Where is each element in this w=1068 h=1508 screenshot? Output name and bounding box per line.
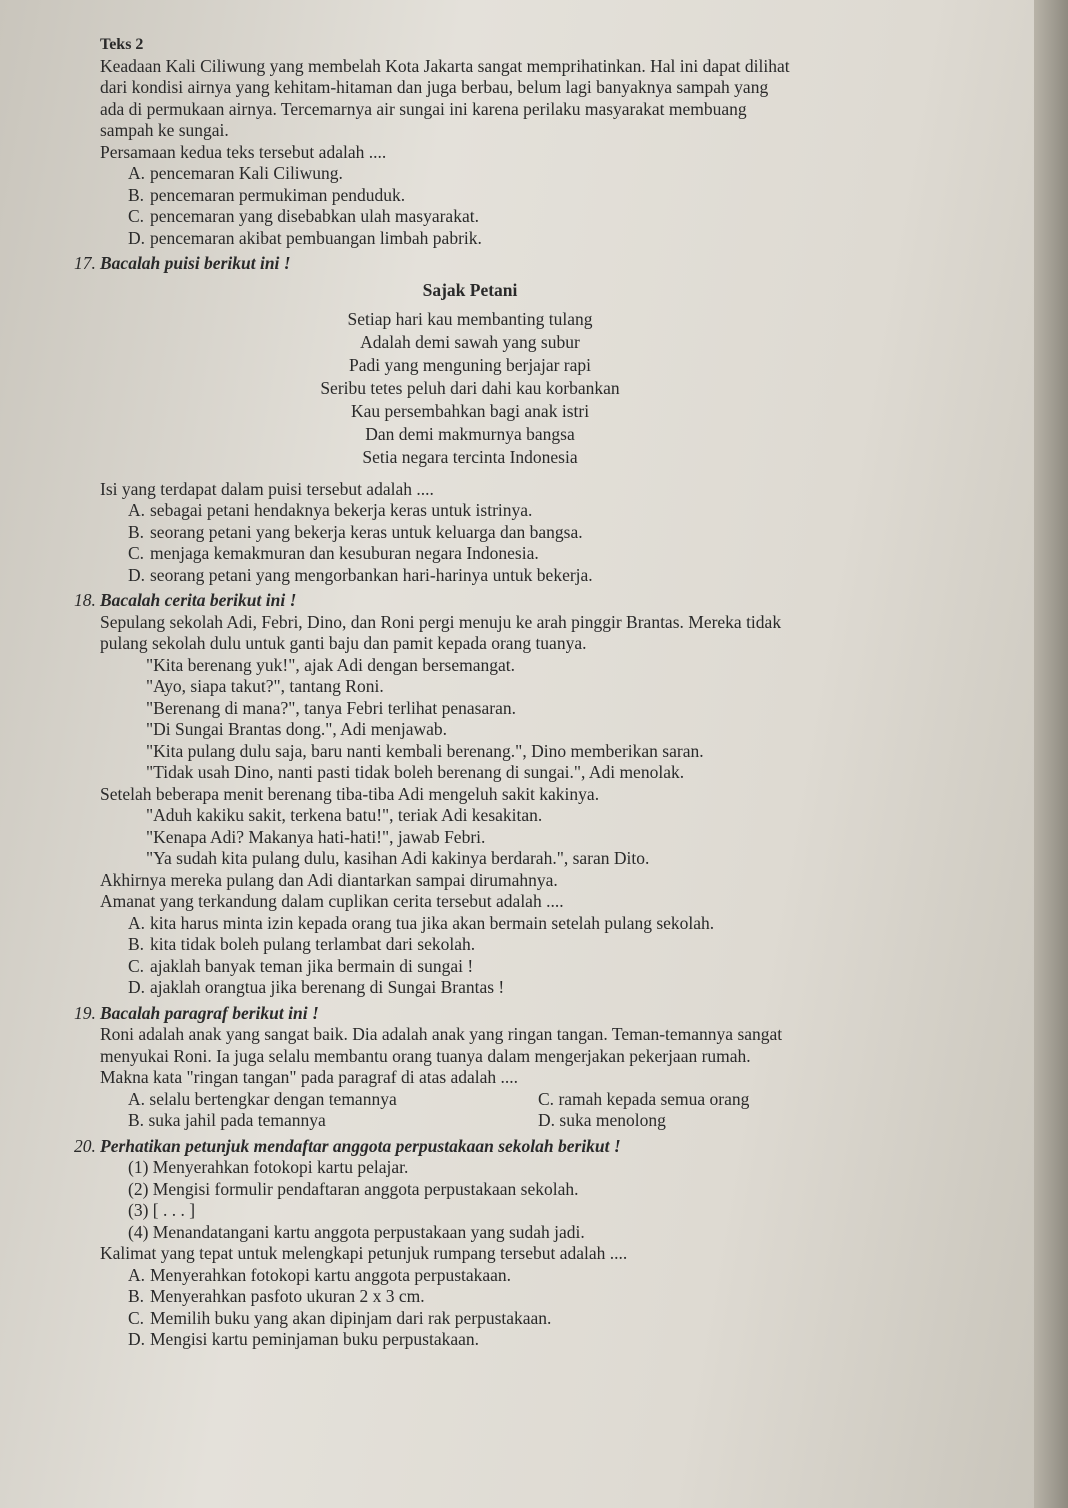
poem: [100, 279, 1000, 469]
story-line: Sepulang sekolah Adi, Febri, Dino, dan Roni pergi menuju ke arah pinggir Brantas. Mereka tidak: [100, 611, 782, 632]
poem-title: Sajak Petani: [422, 279, 518, 300]
story-line: Setelah beberapa menit berenang tiba-tiba Adi mengeluh sakit kakinya.: [100, 783, 600, 804]
story-line: "Aduh kakiku sakit, terkena batu!", teriak Adi kesakitan.: [146, 805, 543, 825]
option[interactable]: C. ajaklah banyak teman jika bermain di sungai !: [128, 955, 474, 976]
option[interactable]: C. Memilih buku yang akan dipinjam dari rak perpustakaan.: [128, 1307, 552, 1328]
options-row: [100, 1110, 1000, 1132]
page-edge-shadow: [1034, 0, 1068, 1508]
option[interactable]: D. pencemaran akibat pembuangan limbah pabrik.: [128, 227, 482, 248]
teks2-line: dari kondisi airnya yang kehitam-hitaman dan juga berbau, belum lagi banyaknya sampah yang: [100, 77, 769, 97]
instruction: Bacalah puisi berikut ini !: [100, 253, 291, 273]
option[interactable]: B. kita tidak boleh pulang terlambat dari sekolah.: [128, 934, 476, 954]
steps-list: [100, 1157, 1000, 1243]
option[interactable]: B. suka jahil pada temannya: [128, 1110, 326, 1130]
question-text: Isi yang terdapat dalam puisi tersebut adalah ....: [100, 478, 434, 499]
option[interactable]: C. ramah kepada semua orang: [538, 1088, 750, 1109]
option[interactable]: B. Menyerahkan pasfoto ukuran 2 x 3 cm.: [128, 1286, 425, 1306]
paragraph-line: menyukai Roni. Ia juga selalu membantu orang tuanya dalam mengerjakan pekerjaan rumah.: [100, 1045, 751, 1066]
option[interactable]: D. Mengisi kartu peminjaman buku perpustakaan.: [128, 1329, 480, 1349]
teks2-line: Keadaan Kali Ciliwung yang membelah Kota Jakarta sangat memprihatinkan. Hal ini dapat dilihat: [100, 55, 790, 76]
teks2-title: Teks 2: [100, 36, 144, 53]
story-line: "Tidak usah Dino, nanti pasti tidak boleh berenang di sungai.", Adi menolak.: [146, 762, 685, 782]
poem-line: Adalah demi sawah yang subur: [360, 331, 580, 352]
exam-content: [74, 34, 1000, 1351]
step-item: (1) Menyerahkan fotokopi kartu pelajar.: [128, 1157, 409, 1177]
story-line: "Berenang di mana?", tanya Febri terlihat penasaran.: [146, 697, 516, 718]
option[interactable]: D. suka menolong: [538, 1110, 666, 1130]
poem-line: Setia negara tercinta Indonesia: [362, 446, 578, 467]
story-line: "Ayo, siapa takut?", tantang Roni.: [146, 676, 384, 696]
option[interactable]: A. selalu bertengkar dengan temannya: [128, 1088, 397, 1109]
option[interactable]: D. seorang petani yang mengorbankan hari-harinya untuk bekerja.: [128, 564, 593, 585]
story-line: "Kenapa Adi? Makanya hati-hati!", jawab Febri.: [146, 826, 486, 847]
question-17: [74, 253, 1000, 586]
option[interactable]: A. Menyerahkan fotokopi kartu anggota perpustakaan.: [128, 1264, 512, 1285]
poem-line: Kau persembahkan bagi anak istri: [350, 400, 590, 421]
option[interactable]: A. pencemaran Kali Ciliwung.: [128, 163, 343, 183]
question-text: Makna kata "ringan tangan" pada paragraf di atas adalah ....: [100, 1067, 519, 1087]
story-line: "Kita pulang dulu saja, baru nanti kembali berenang.", Dino memberikan saran.: [146, 740, 704, 761]
option[interactable]: C. pencemaran yang disebabkan ulah masyarakat.: [128, 206, 479, 226]
step-item: (3) [ . . . ]: [128, 1200, 196, 1220]
question-19: [74, 1002, 1000, 1132]
question-number: 18.: [74, 590, 96, 610]
option[interactable]: B. pencemaran permukiman penduduk.: [128, 184, 406, 205]
teks2-section: [100, 34, 1000, 249]
story-line: pulang sekolah dulu untuk ganti baju dan pamit kepada orang tuanya.: [100, 633, 587, 653]
option[interactable]: C. menjaga kemakmuran dan kesuburan negara Indonesia.: [128, 543, 539, 563]
instruction: Bacalah cerita berikut ini !: [100, 590, 297, 610]
teks2-question: Persamaan kedua teks tersebut adalah ....: [100, 141, 387, 162]
options-row: [100, 1089, 1000, 1111]
poem-line: Seribu tetes peluh dari dahi kau korbankan: [320, 377, 620, 398]
step-item: (4) Menandatangani kartu anggota perpustakaan yang sudah jadi.: [128, 1221, 585, 1242]
teks2-line: ada di permukaan airnya. Tercemarnya air sungai ini karena perilaku masyarakat membuang: [100, 98, 747, 119]
story-line: "Ya sudah kita pulang dulu, kasihan Adi kakinya berdarah.", saran Dito.: [146, 848, 650, 868]
story: [100, 612, 1000, 892]
instruction: Bacalah paragraf berikut ini !: [100, 1002, 319, 1023]
option[interactable]: D. ajaklah orangtua jika berenang di Sungai Brantas !: [128, 977, 505, 997]
story-line: Akhirnya mereka pulang dan Adi diantarkan sampai dirumahnya.: [100, 869, 558, 890]
question-18: [74, 590, 1000, 999]
question-text: Kalimat yang tepat untuk melengkapi petunjuk rumpang tersebut adalah ....: [100, 1243, 628, 1263]
poem-line: Dan demi makmurnya bangsa: [365, 423, 575, 444]
story-line: "Kita berenang yuk!", ajak Adi dengan bersemangat.: [146, 654, 516, 675]
poem-line: Setiap hari kau membanting tulang: [347, 308, 593, 329]
teks2-line: sampah ke sungai.: [100, 120, 229, 140]
poem-line: Padi yang menguning berjajar rapi: [348, 354, 591, 375]
story-line: "Di Sungai Brantas dong.", Adi menjawab.: [146, 719, 448, 739]
step-item: (2) Mengisi formulir pendaftaran anggota perpustakaan sekolah.: [128, 1178, 579, 1199]
question-text: Amanat yang terkandung dalam cuplikan cerita tersebut adalah ....: [100, 891, 564, 911]
option[interactable]: A. sebagai petani hendaknya bekerja keras untuk istrinya.: [128, 500, 533, 520]
question-20: [74, 1135, 1000, 1351]
paragraph-line: Roni adalah anak yang sangat baik. Dia adalah anak yang ringan tangan. Teman-temannya sangat: [100, 1024, 783, 1044]
option[interactable]: B. seorang petani yang bekerja keras untuk keluarga dan bangsa.: [128, 521, 583, 542]
question-number: 19.: [74, 1002, 96, 1023]
question-number: 20.: [74, 1135, 96, 1156]
option[interactable]: A. kita harus minta izin kepada orang tua jika akan bermain setelah pulang sekolah.: [128, 912, 715, 933]
question-number: 17.: [74, 253, 96, 273]
instruction: Perhatikan petunjuk mendaftar anggota perpustakaan sekolah berikut !: [100, 1135, 621, 1156]
